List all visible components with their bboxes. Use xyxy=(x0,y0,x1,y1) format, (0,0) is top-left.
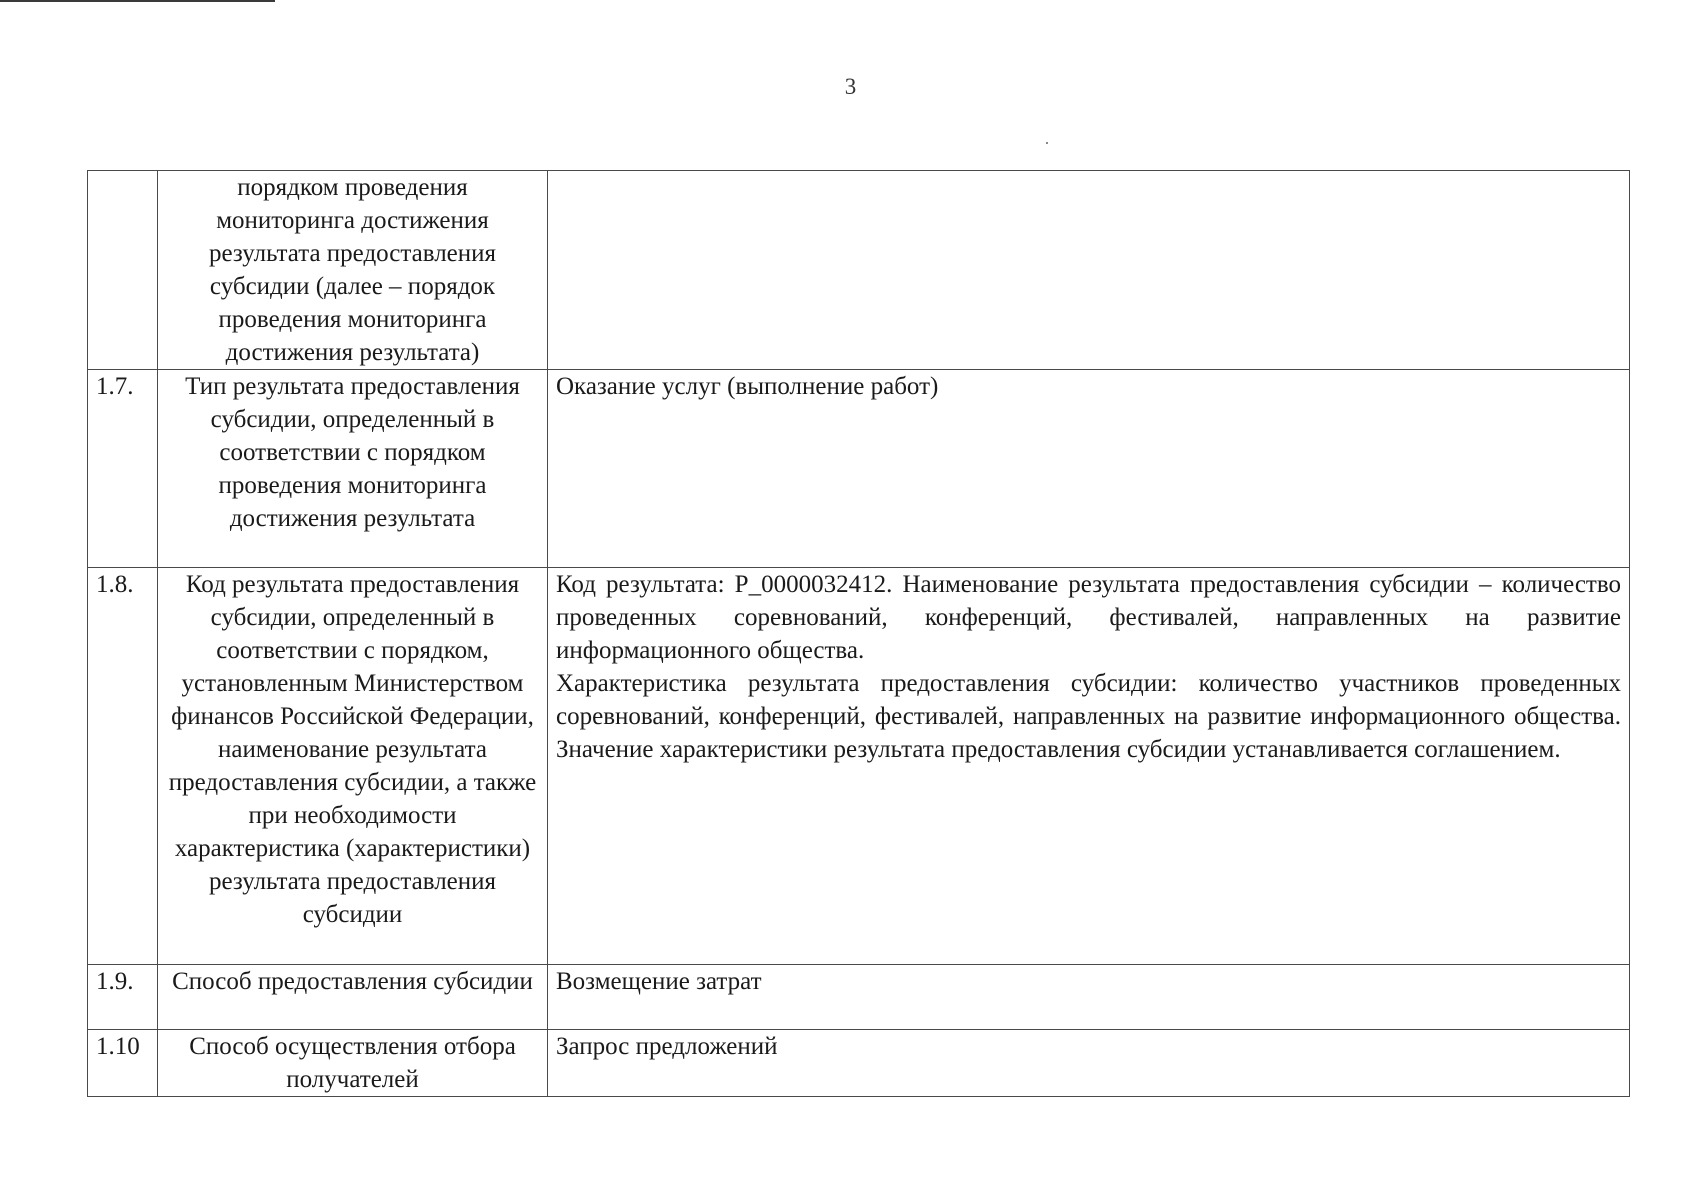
parameter-value xyxy=(548,171,1630,370)
value-paragraph: Возмещение затрат xyxy=(556,968,762,995)
table-row xyxy=(88,965,1630,1030)
row-number: 1.7. xyxy=(88,370,158,568)
parameter-value xyxy=(548,1030,1630,1097)
row-number: 1.9. xyxy=(88,965,158,1030)
table-row xyxy=(88,1030,1630,1097)
table-row xyxy=(88,370,1630,568)
parameter-value xyxy=(548,568,1630,965)
parameter-name: порядком проведения мониторинга достижения результата предоставления субсидии (далее – порядок проведения мониторинга достижения результата) xyxy=(158,171,548,370)
table-row xyxy=(88,568,1630,965)
value-paragraph: Код результата: Р_0000032412. Наименование результата предоставления субсидии – количество проведенных соревнований, конференций, фестивалей, направленных на развитие информационного общества. xyxy=(556,571,1621,664)
parameter-name: Код результата предоставления субсидии, определенный в соответствии с порядком, установленным Министерством финансов Российской Федерации, наименование результата предоставления субсидии, а также при необходимости характеристика (характеристики) результата предоставления субсидии xyxy=(158,568,548,965)
row-number: 1.10 xyxy=(88,1030,158,1097)
table-row xyxy=(88,171,1630,370)
parameter-name: Способ предоставления субсидии xyxy=(158,965,548,1030)
subsidy-parameters-table xyxy=(87,170,1630,1097)
parameter-name: Способ осуществления отбора получателей xyxy=(158,1030,548,1097)
value-paragraph: Характеристика результата предоставления субсидии: количество участников проведенных соревнований, конференций, фестивалей, направленных на развитие информационного общества. Значение характеристики результата предоставления субсидии устанавливается соглашением. xyxy=(556,670,1621,763)
parameter-value xyxy=(548,370,1630,568)
row-number: 1.8. xyxy=(88,568,158,965)
parameter-name: Тип результата предоставления субсидии, определенный в соответствии с порядком проведения мониторинга достижения результата xyxy=(158,370,548,568)
parameter-value xyxy=(548,965,1630,1030)
page-number: 3 xyxy=(844,74,857,99)
value-paragraph: Оказание услуг (выполнение работ) xyxy=(556,373,939,400)
value-paragraph: Запрос предложений xyxy=(556,1033,778,1060)
row-number xyxy=(88,171,158,370)
scan-edge-mark xyxy=(0,0,275,2)
scan-speck xyxy=(1046,142,1048,144)
